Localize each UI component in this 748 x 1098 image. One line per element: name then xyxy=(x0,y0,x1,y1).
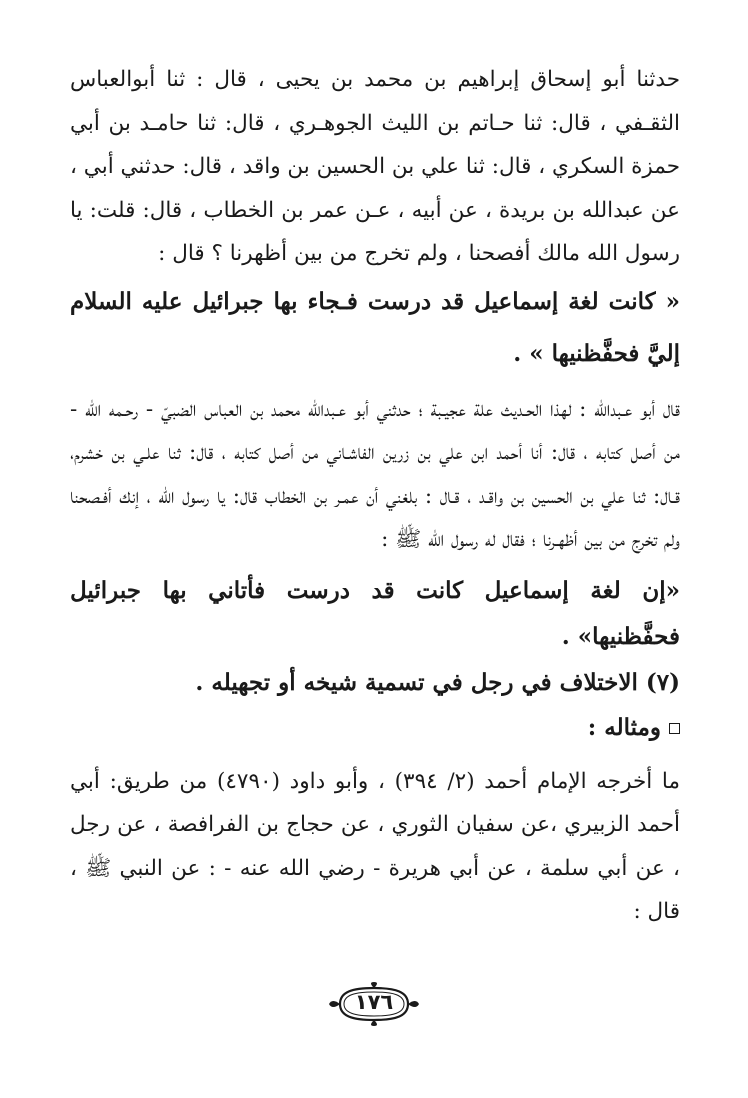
page-number-ornament xyxy=(326,982,422,1026)
hadith-quote-1: « كانت لغة إسماعيل قد درست فـجاء بها جبرائيل عليه السلام إليَّ فحفَّظنيها » . xyxy=(70,287,680,367)
page-body xyxy=(70,58,680,934)
paragraph-isnad-2: قال أبو عـبدالله : لهذا الحـديث علة عجيـبة ؛ حدثني أبو عـبدالله محمد بن العباس الضبيّ - رحـمه الله - من أصل كتابه ، قال: أنا أحمد ابن علي بن زرين الفاشـاني من أصل كتابه ، قال: ثنا علـي بن خشرم، قـال: ثنا علي بن الحسين بن واقـد ، قـال : بلغني أن عمـر بن الخطاب قال: يا رسول الله ، إنك أفـصحنا ولم تخرج من بين أظهـرنا ؛ فقال له رسول الله ﷺ : xyxy=(70,396,680,552)
hadith-quote-2: «إن لغة إسماعيل كانت قد درست فأتاني بها جبرائيل فحفَّظنيها» . xyxy=(70,576,680,650)
example-subheading-text: ومثاله : xyxy=(587,713,661,741)
example-subheading xyxy=(70,706,680,750)
square-bullet-icon xyxy=(669,723,680,734)
paragraph-takhrij: ما أخرجه الإمام أحمد (٢/ ٣٩٤) ، وأبو داود (٤٧٩٠) من طريق: أبي أحمد الزبيري ،عن سفيان الثوري ، عن حجاج بن الفرافصة ، عن رجل ، عن أبي سلمة ، عن أبي هريرة - رضي الله عنه - : عن النبي ﷺ ، قال : xyxy=(70,768,680,924)
section-heading: (٧) الاختلاف في رجل في تسمية شيخه أو تجهيله . xyxy=(195,668,680,696)
paragraph-isnad-1: حدثنا أبو إسحاق إبراهيم بن محمد بن يحيى ، قال : ثنا أبوالعباس الثقـفي ، قال: ثنا حـاتم بن الليث الجوهـري ، قال: ثنا حامـد بن أبي حمزة السكري ، قال: ثنا علي بن الحسين بن واقد ، قال: حدثني أبي ، عن عبدالله بن بريدة ، عن أبيه ، عـن عمر بن الخطاب ، قال: قلت: يا رسول الله مالك أفصحنا ، ولم تخرج من بين أظهرنا ؟ قال : xyxy=(70,67,680,266)
page-number: ١٧٦ xyxy=(354,990,394,1014)
